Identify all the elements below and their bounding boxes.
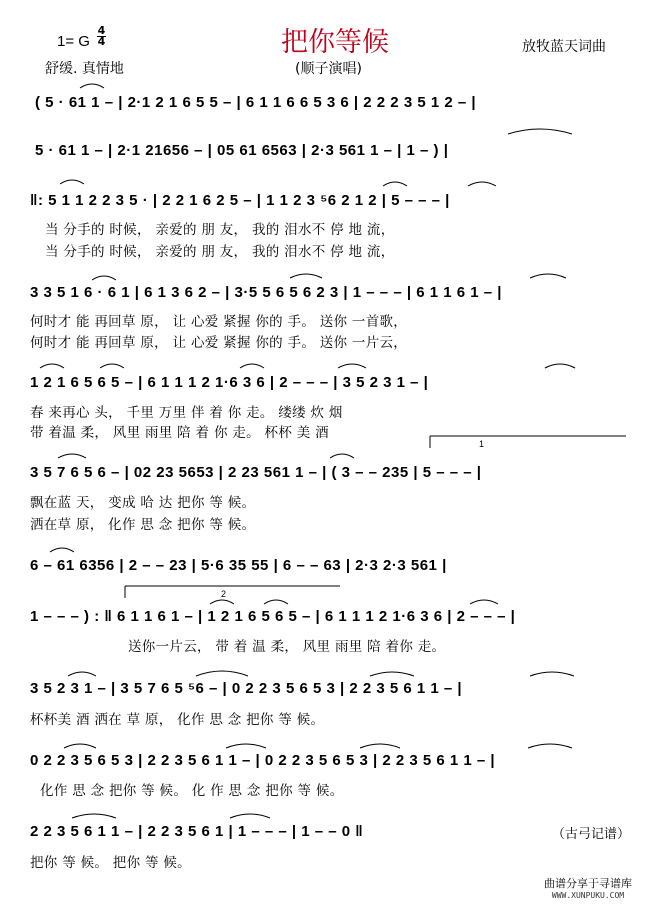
lyrics-line-4b: 何时才 能 再回草 原， 让 心爱 紧握 你的 手。 送你 一片云， <box>30 335 408 351</box>
slur <box>68 672 96 676</box>
slur <box>470 600 498 604</box>
music-line-1: ( 5 · 61 1 – | 2·1 2 1 6 5 5 – | 6 1 1 6 6 5 3 6 | 2 2 2 3 5 1 2 – | <box>35 94 477 111</box>
slur <box>64 744 96 748</box>
slur <box>264 600 288 604</box>
time-top: 4 <box>97 24 106 37</box>
slur <box>210 600 234 604</box>
music-line-5: 1 2 1 6 5 6 5 – | 6 1 1 1 2 1·6 3 6 | 2 – – – | 3 5 2 3 1 – | <box>30 374 429 391</box>
lyrics-line-6b: 洒在草 原， 化作 思 念 把你 等 候。 <box>30 517 256 533</box>
music-line-10: 0 2 2 3 5 6 5 3 | 2 2 3 5 6 1 1 – | 0 2 2 3 5 6 5 3 | 2 2 3 5 6 1 1 – | <box>30 752 496 769</box>
slur <box>230 814 270 818</box>
lyrics-line-5a: 春 来再心 头， 千里 万里 伴 着 你 走。 缕缕 炊 烟 <box>30 405 343 421</box>
slur <box>50 548 74 552</box>
lyrics-line-8: 送你一片云， 带 着 温 柔， 风里 雨里 陪 着你 走。 <box>128 639 446 655</box>
music-line-11: 2 2 3 5 6 1 1 – | 2 2 3 5 6 1 | 1 – – – | 1 – – 0 ‖ <box>30 823 364 840</box>
volta-2-label: 2 <box>221 589 227 599</box>
watermark-line-2: WWW.XUNPUKU.COM <box>551 891 625 900</box>
tempo-marking: 舒缓. 真情地 <box>45 61 124 77</box>
lyrics-line-5b: 带 着温 柔， 风里 雨里 陪 着 你 走。 杯杯 美 酒 <box>30 425 329 441</box>
volta-2 <box>125 586 340 598</box>
slur <box>40 364 64 368</box>
music-line-9: 3 5 2 3 1 – | 3 5 7 6 5 ⁵6 – | 0 2 2 3 5 6 5 3 | 2 2 3 5 6 1 1 – | <box>30 680 463 697</box>
lyrics-line-6a: 飘在蓝 天， 变成 哈 达 把你 等 候。 <box>30 495 256 511</box>
lyrics-line-3a: 当 分手的 时候， 亲爱的 朋 友， 我的 泪水不 停 地 流， <box>45 222 395 238</box>
slur <box>383 182 407 186</box>
slur <box>100 364 124 368</box>
slur <box>468 182 496 186</box>
slur <box>60 180 84 184</box>
music-line-3: ‖: 5 1 1 2 2 3 5 · | 2 2 1 6 2 5 – | 1 1 2 3 ⁵6 2 1 2 | 5 – – – | <box>30 192 450 209</box>
slur <box>226 744 266 748</box>
slur <box>58 454 86 458</box>
music-line-7: 6 – 61 6356 | 2 – – 23 | 5·6 35 55 | 6 – – 63 | 2·3 2·3 561 | <box>30 557 447 574</box>
slur <box>72 814 116 818</box>
slur <box>360 744 400 748</box>
lyrics-line-9: 杯杯美 酒 洒在 草 原， 化作 思 念 把你 等 候。 <box>30 712 325 728</box>
slur <box>528 744 572 748</box>
lyrics-line-10: 化作 思 念 把你 等 候。 化 作 思 念 把你 等 候。 <box>40 783 344 799</box>
slur <box>240 364 264 368</box>
key-signature: 1= G <box>57 33 90 50</box>
slur <box>196 671 248 676</box>
slur <box>330 454 354 458</box>
lyrics-line-4a: 何时才 能 再回草 原， 让 心爱 紧握 你的 手。 送你 一首歌， <box>30 314 408 330</box>
music-line-2: 5 · 61 1 – | 2·1 21656 – | 05 61 6563 | 2·3 561 1 – | 1 – ) | <box>35 142 449 159</box>
slur <box>80 84 104 88</box>
slur <box>508 129 572 134</box>
slur <box>290 274 322 278</box>
lyrics-line-11: 把你 等 候。 把你 等 候。 <box>30 855 191 871</box>
watermark-footer <box>508 875 668 901</box>
watermark-line-1: 曲谱分享于寻谱库 <box>544 877 632 890</box>
slur <box>530 274 566 278</box>
music-line-6: 3 5 7 6 5 6 – | 02 23 5653 | 2 23 561 1 – | ( 3 – – 235 | 5 – – – | <box>30 464 482 481</box>
slur <box>370 672 414 676</box>
time-bottom: 4 <box>97 35 106 48</box>
author-credit: 放牧蓝天词曲 <box>522 39 606 55</box>
slur <box>530 672 574 676</box>
volta-1 <box>430 436 626 448</box>
singer-credit: (顺子演唱) <box>295 61 362 77</box>
song-title: 把你等候 <box>281 27 389 58</box>
music-line-4: 3 3 5 1 6 · 6 1 | 6 1 3 6 2 – | 3·5 5 6 5 6 2 3 | 1 – – – | 6 1 1 6 1 – | <box>30 284 502 301</box>
slur <box>92 276 116 280</box>
slur <box>338 364 366 368</box>
slur <box>545 364 575 368</box>
volta-1-label: 1 <box>479 439 485 449</box>
transcriber-credit: （古弓记谱） <box>552 827 631 842</box>
lyrics-line-3b: 当 分手的 时候， 亲爱的 朋 友， 我的 泪水不 停 地 流， <box>45 244 395 260</box>
music-line-8: 1 – – – ) : ‖ 6 1 1 6 1 – | 1 2 1 6 5 6 5 – | 6 1 1 1 2 1·6 3 6 | 2 – – – | <box>30 608 516 625</box>
